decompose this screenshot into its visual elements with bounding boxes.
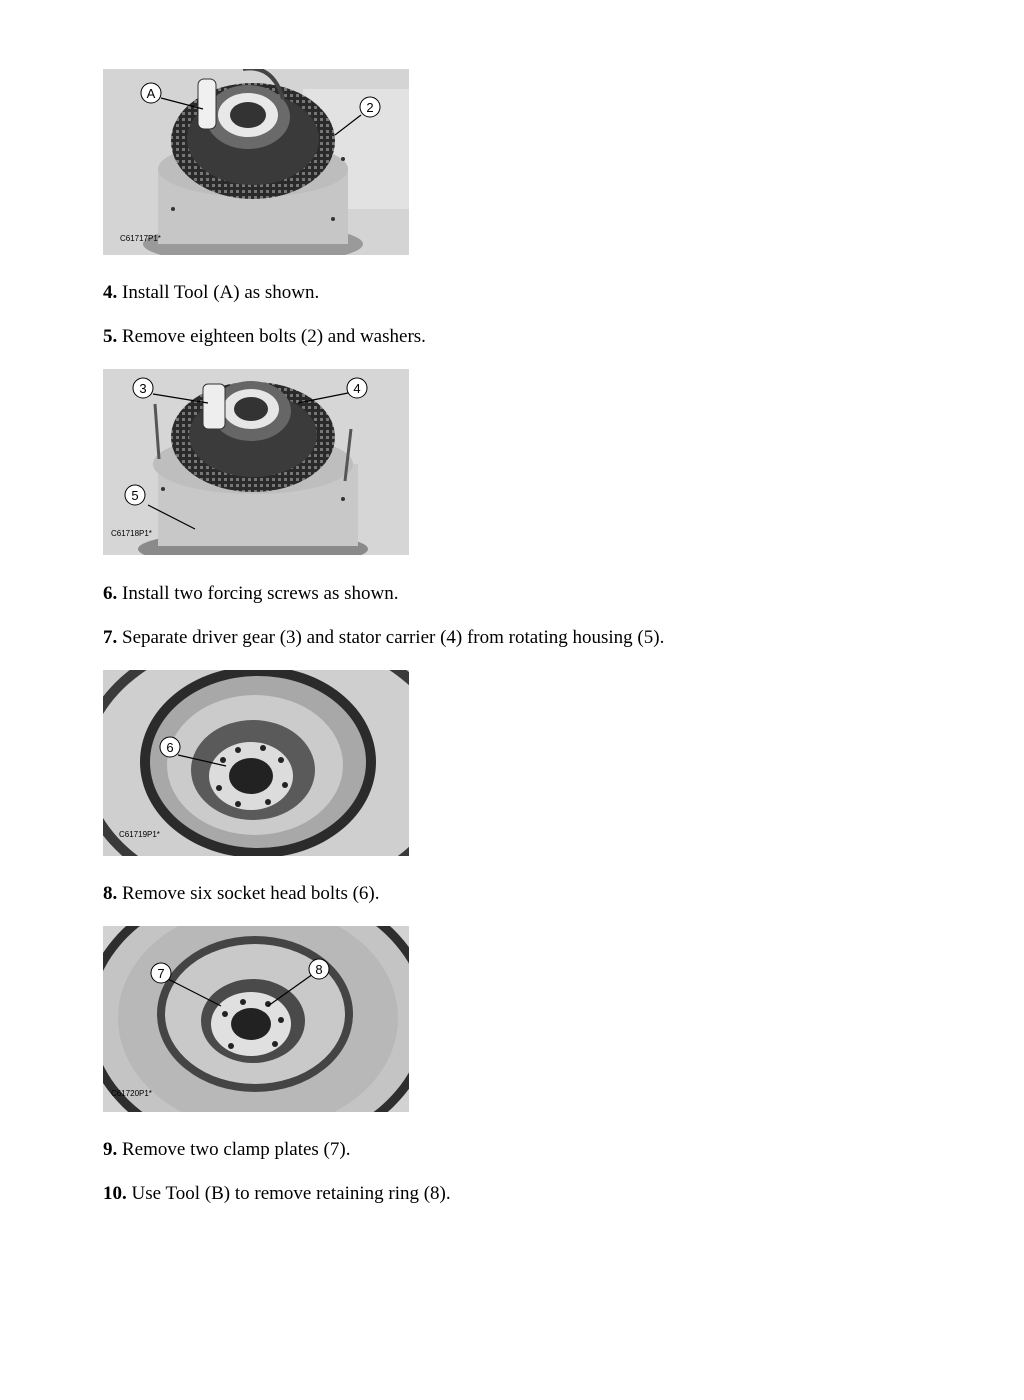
callout-label: 8: [315, 962, 323, 977]
callout-label: A: [146, 86, 156, 101]
figure-code: C61718P1*: [111, 529, 152, 538]
step-number: 10.: [103, 1183, 127, 1204]
callout-label: 2: [366, 100, 374, 115]
step-number: 9.: [103, 1139, 118, 1160]
callout-label: 6: [166, 740, 174, 755]
step-text: Remove six socket head bolts (6).: [122, 883, 380, 904]
step-7: [103, 627, 664, 649]
step-9: [103, 1139, 350, 1161]
callout-label: 3: [139, 381, 147, 396]
photo-socket-head-bolts: [103, 670, 409, 856]
step-5: [103, 326, 426, 348]
step-number: 8.: [103, 883, 118, 904]
callout-label: 4: [353, 381, 361, 396]
step-text: Install Tool (A) as shown.: [122, 282, 320, 303]
photo-torque-converter-forcing-screws: [103, 369, 409, 555]
photo-torque-converter-tool-a: [103, 69, 409, 255]
step-number: 5.: [103, 326, 118, 347]
callout-label: 5: [131, 488, 139, 503]
step-text: Install two forcing screws as shown.: [122, 583, 399, 604]
step-text: Use Tool (B) to remove retaining ring (8).: [131, 1183, 451, 1204]
step-text: Remove two clamp plates (7).: [122, 1139, 351, 1160]
step-number: 7.: [103, 627, 118, 648]
figure-c61717: [103, 69, 409, 255]
step-text: Remove eighteen bolts (2) and washers.: [122, 326, 426, 347]
step-10: [103, 1183, 451, 1205]
figure-code: C61717P1*: [120, 234, 161, 243]
step-number: 6.: [103, 583, 118, 604]
figure-code: C61719P1*: [119, 830, 160, 839]
step-number: 4.: [103, 282, 118, 303]
step-6: [103, 583, 399, 605]
figure-c61719: [103, 670, 409, 856]
figure-c61720: [103, 926, 409, 1112]
figure-c61718: [103, 369, 409, 555]
figure-code: C61720P1*: [111, 1089, 152, 1098]
callout-label: 7: [157, 966, 165, 981]
step-4: [103, 282, 319, 304]
step-text: Separate driver gear (3) and stator carrier (4) from rotating housing (5).: [122, 627, 665, 648]
photo-clamp-plates-retaining-ring: [103, 926, 409, 1112]
step-8: [103, 883, 380, 905]
